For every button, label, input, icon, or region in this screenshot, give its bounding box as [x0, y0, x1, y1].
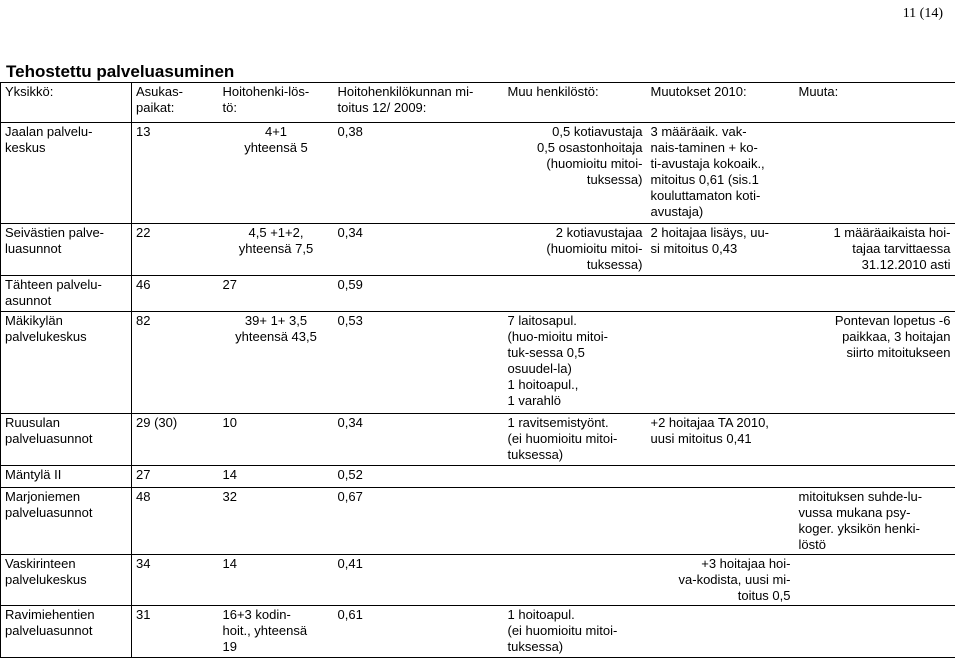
cell-changes: +2 hoitajaa TA 2010, uusi mitoitus 0,41 [647, 414, 795, 466]
cell-care-staff: 32 [219, 488, 334, 555]
cell-other-staff: 7 laitosapul. (huo-mioitu mitoi- tuk-sessa 0,5 osuudel-la) 1 hoitoapul., 1 varahlö [504, 312, 647, 414]
cell-changes [647, 606, 795, 658]
table-row [1, 466, 955, 488]
table-row [1, 312, 955, 414]
cell-care-staff: 10 [219, 414, 334, 466]
cell-changes: 3 määräaik. vak- nais-taminen + ko- ti-avustaja kokoaik., mitoitus 0,61 (sis.1 kouluttamaton koti- avustaja) [647, 123, 795, 224]
cell-residents: 82 [132, 312, 219, 414]
table-row [1, 555, 955, 606]
cell-ratio: 0,38 [334, 123, 504, 224]
table-row [1, 123, 955, 224]
document-title: Tehostettu palveluasuminen [6, 62, 235, 81]
cell-other-staff: 0,5 kotiavustaja 0,5 osastonhoitaja (huomioitu mitoi- tuksessa) [504, 123, 647, 224]
cell-unit: Jaalan palvelu- keskus [1, 123, 132, 224]
cell-changes: 2 hoitajaa lisäys, uu- si mitoitus 0,43 [647, 224, 795, 276]
cell-changes [647, 488, 795, 555]
cell-changes [647, 276, 795, 312]
cell-residents: 27 [132, 466, 219, 488]
cell-unit: Mäntylä II [1, 466, 132, 488]
cell-notes [795, 414, 955, 466]
cell-care-staff: 14 [219, 466, 334, 488]
cell-unit: Seivästien palve- luasunnot [1, 224, 132, 276]
cell-care-staff: 39+ 1+ 3,5 yhteensä 43,5 [219, 312, 334, 414]
cell-ratio: 0,59 [334, 276, 504, 312]
cell-residents: 31 [132, 606, 219, 658]
cell-care-staff: 27 [219, 276, 334, 312]
cell-other-staff: 1 ravitsemistyönt. (ei huomioitu mitoi- tuksessa) [504, 414, 647, 466]
cell-changes [647, 312, 795, 414]
cell-ratio: 0,61 [334, 606, 504, 658]
cell-residents: 48 [132, 488, 219, 555]
cell-changes [647, 466, 795, 488]
cell-ratio: 0,67 [334, 488, 504, 555]
header-other-staff: Muu henkilöstö: [504, 83, 647, 123]
cell-notes [795, 606, 955, 658]
cell-notes [795, 466, 955, 488]
cell-care-staff: 14 [219, 555, 334, 606]
cell-notes: mitoituksen suhde-lu- vussa mukana psy- koger. yksikön henki- löstö [795, 488, 955, 555]
cell-notes [795, 555, 955, 606]
header-residents: Asukas- paikat: [132, 83, 219, 123]
cell-notes [795, 123, 955, 224]
header-unit: Yksikkö: [1, 83, 132, 123]
cell-residents: 29 (30) [132, 414, 219, 466]
cell-notes: 1 määräaikaista hoi- tajaa tarvittaessa 31.12.2010 asti [795, 224, 955, 276]
table-row [1, 488, 955, 555]
cell-notes: Pontevan lopetus -6 paikkaa, 3 hoitajan siirto mitoitukseen [795, 312, 955, 414]
table-row [1, 224, 955, 276]
cell-ratio: 0,34 [334, 414, 504, 466]
table-header-row [1, 83, 955, 123]
cell-unit: Tähteen palvelu- asunnot [1, 276, 132, 312]
cell-unit: Marjoniemen palveluasunnot [1, 488, 132, 555]
cell-other-staff [504, 466, 647, 488]
cell-residents: 22 [132, 224, 219, 276]
cell-changes: +3 hoitajaa hoi- va-kodista, uusi mi- toitus 0,5 [647, 555, 795, 606]
cell-residents: 34 [132, 555, 219, 606]
cell-other-staff: 1 hoitoapul. (ei huomioitu mitoi- tuksessa) [504, 606, 647, 658]
cell-ratio: 0,53 [334, 312, 504, 414]
cell-unit: Vaskirinteen palvelukeskus [1, 555, 132, 606]
cell-residents: 13 [132, 123, 219, 224]
cell-unit: Mäkikylän palvelukeskus [1, 312, 132, 414]
cell-other-staff [504, 276, 647, 312]
header-notes: Muuta: [795, 83, 955, 123]
cell-care-staff: 4+1 yhteensä 5 [219, 123, 334, 224]
cell-notes [795, 276, 955, 312]
cell-unit: Ravimiehentien palveluasunnot [1, 606, 132, 658]
cell-other-staff [504, 555, 647, 606]
page-number: 11 (14) [902, 6, 943, 21]
table-row [1, 276, 955, 312]
cell-other-staff: 2 kotiavustajaa (huomioitu mitoi- tuksessa) [504, 224, 647, 276]
cell-care-staff: 16+3 kodin- hoit., yhteensä 19 [219, 606, 334, 658]
cell-other-staff [504, 488, 647, 555]
cell-ratio: 0,34 [334, 224, 504, 276]
table-row [1, 606, 955, 658]
cell-ratio: 0,52 [334, 466, 504, 488]
cell-unit: Ruusulan palveluasunnot [1, 414, 132, 466]
header-ratio: Hoitohenkilökunnan mi- toitus 12/ 2009: [334, 83, 504, 123]
cell-residents: 46 [132, 276, 219, 312]
cell-ratio: 0,41 [334, 555, 504, 606]
header-care-staff: Hoitohenki-lös- tö: [219, 83, 334, 123]
header-changes: Muutokset 2010: [647, 83, 795, 123]
service-housing-table [0, 82, 955, 658]
cell-care-staff: 4,5 +1+2, yhteensä 7,5 [219, 224, 334, 276]
table-row [1, 414, 955, 466]
